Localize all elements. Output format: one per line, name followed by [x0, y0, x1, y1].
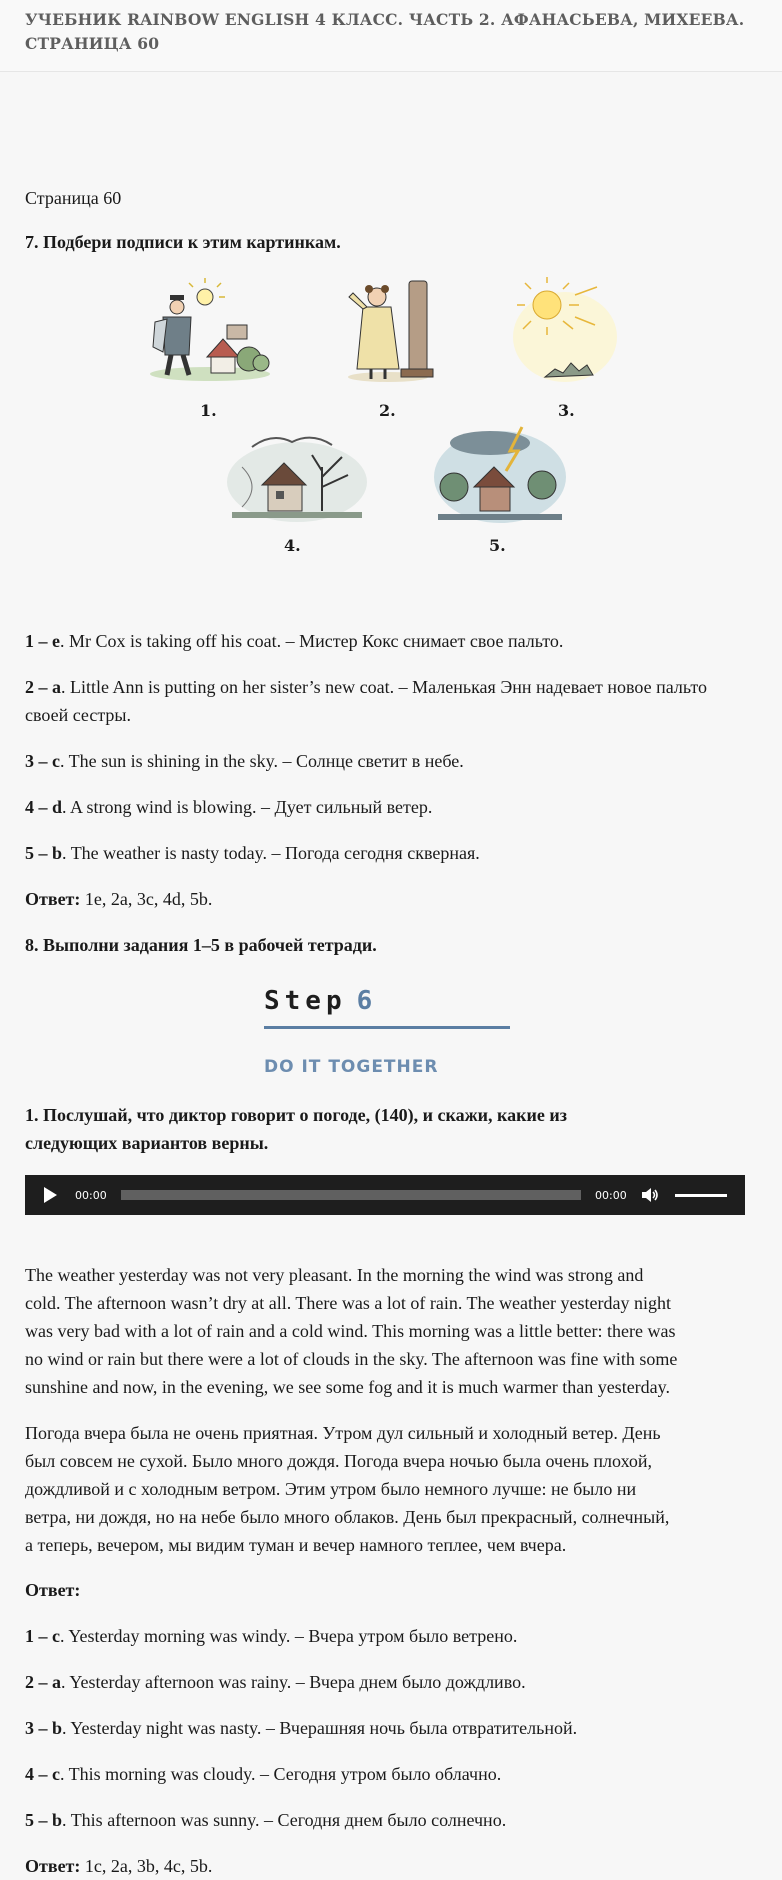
page-label: Страница 60 — [25, 188, 122, 208]
answer-text: . Yesterday morning was windy. – Вчера утром было ветрено. — [60, 1626, 518, 1646]
audio-player — [25, 1175, 745, 1215]
final-answer-value: 1c, 2a, 3b, 4c, 5b. — [80, 1856, 213, 1876]
answer-summary — [25, 885, 747, 913]
step-number: 6 — [356, 986, 378, 1016]
page-title — [25, 8, 757, 56]
answer-item — [25, 1668, 747, 1696]
step-word: Step — [264, 986, 347, 1016]
answer-item — [25, 1622, 747, 1650]
text-line: был совсем не сухой. Было много дождя. Погода вчера ночью была очень плохой, — [25, 1451, 653, 1471]
answer-item — [25, 1760, 747, 1788]
text-english — [25, 1261, 747, 1401]
final-answer — [25, 1852, 747, 1880]
text-line: no wind or rain but there were a lot of clouds in the sky. The afternoon was fine with some — [25, 1349, 678, 1369]
seek-bar[interactable] — [121, 1190, 581, 1200]
task8-heading: 8. Выполни задания 1–5 в рабочей тетради. — [25, 935, 377, 955]
answer-value: 1e, 2a, 3c, 4d, 5b. — [80, 889, 213, 909]
volume-icon[interactable] — [641, 1187, 659, 1203]
figure-label-1: 1. — [200, 401, 217, 420]
answer-text: . This afternoon was sunny. – Сегодня днем было солнечно. — [62, 1810, 507, 1830]
figure-label-4: 4. — [284, 536, 301, 555]
illustration-man-coat — [145, 277, 275, 387]
text-line: cold. The afternoon wasn’t dry at all. There was a lot of rain. The weather yesterday night — [25, 1293, 671, 1313]
answer-key: 4 – c — [25, 1764, 60, 1784]
text-russian — [25, 1419, 747, 1559]
answer-item — [25, 839, 747, 867]
page-title-line1: УЧЕБНИК RAINBOW ENGLISH 4 КЛАСС. ЧАСТЬ 2. АФАНАСЬЕВА, МИХЕЕВА. — [25, 10, 745, 29]
text-line: sunshine and now, in the evening, we see some fog and it is much warmer than yesterday. — [25, 1377, 670, 1397]
answer-text: . The sun is shining in the sky. – Солнце светит в небе. — [60, 751, 464, 771]
text-line: was very bad with a lot of rain and a cold wind. This morning was a little better: there was — [25, 1321, 676, 1341]
answer-key: 3 – c — [25, 751, 60, 771]
answer-key: 5 – b — [25, 843, 63, 863]
answer-key: 2 – a — [25, 1672, 61, 1692]
answer-item — [25, 627, 747, 655]
answer-key: 2 – a — [25, 677, 61, 697]
current-time: 00:00 — [75, 1188, 107, 1202]
answer-text: . Mr Cox is taking off his coat. – Мистер Кокс снимает свое пальто. — [60, 631, 564, 651]
answer-text: . This morning was cloudy. – Сегодня утром было облачно. — [60, 1764, 502, 1784]
answer-key: 3 – b — [25, 1718, 63, 1738]
page-header — [0, 0, 782, 72]
answer-text: . Yesterday afternoon was rainy. – Вчера днем было дождливо. — [61, 1672, 526, 1692]
step-divider — [264, 1026, 510, 1029]
figure-label-5: 5. — [489, 536, 506, 555]
answer-item — [25, 1714, 747, 1742]
answer-key: 4 – d — [25, 797, 63, 817]
volume-slider[interactable] — [675, 1194, 727, 1197]
page-title-line2: СТРАНИЦА 60 — [25, 34, 160, 53]
answer-item — [25, 673, 747, 729]
answer-key: 5 – b — [25, 1810, 63, 1830]
illustration-windy-house — [222, 427, 372, 527]
answer-item — [25, 793, 747, 821]
task1-heading — [25, 1101, 747, 1157]
text-line: The weather yesterday was not very pleasant. In the morning the wind was strong and — [25, 1265, 644, 1285]
answer-item — [25, 747, 747, 775]
task1-heading-line1: 1. Послушай, что диктор говорит о погоде, (140), и скажи, какие из — [25, 1105, 567, 1125]
answer-key: 1 – e — [25, 631, 60, 651]
text-line: дождливой и с холодным ветром. Этим утром было немного лучше: не было ни — [25, 1479, 637, 1499]
illustration-sun — [505, 277, 625, 387]
text-line: Погода вчера была не очень приятная. Утром дул сильный и холодный ветер. День — [25, 1423, 661, 1443]
duration-time: 00:00 — [595, 1188, 627, 1202]
final-answer-label: Ответ: — [25, 1856, 81, 1876]
step-title — [264, 986, 377, 1016]
task1-heading-line2: следующих вариантов верны. — [25, 1133, 269, 1153]
answer-label: Ответ: — [25, 889, 81, 909]
answer-key: 1 – c — [25, 1626, 60, 1646]
text-line: а теперь, вечером, мы видим туман и вечер намного теплее, чем вчера. — [25, 1535, 567, 1555]
illustration-storm-house — [430, 427, 570, 527]
answer-text: . The weather is nasty today. – Погода сегодня скверная. — [62, 843, 480, 863]
text-line: ветра, ни дождя, но на небе было много облаков. День был прекрасный, солнечный, — [25, 1507, 670, 1527]
task7-heading: 7. Подбери подписи к этим картинкам. — [25, 232, 341, 252]
answer-item — [25, 1806, 747, 1834]
answer-text: . A strong wind is blowing. – Дует сильный ветер. — [62, 797, 433, 817]
illustration-girl-coat-mirror — [333, 277, 443, 387]
answer-text: . Yesterday night was nasty. – Вчерашняя ночь была отвратительной. — [62, 1718, 578, 1738]
figure-label-3: 3. — [558, 401, 575, 420]
play-icon[interactable] — [44, 1187, 57, 1203]
answer-text: . Little Ann is putting on her sister’s new coat. – Маленькая Энн надевает новое пальто своей сестры. — [25, 677, 707, 725]
figure-label-2: 2. — [379, 401, 396, 420]
answers2-label: Ответ: — [25, 1580, 81, 1600]
step-subtitle: DO IT TOGETHER — [264, 1057, 439, 1077]
